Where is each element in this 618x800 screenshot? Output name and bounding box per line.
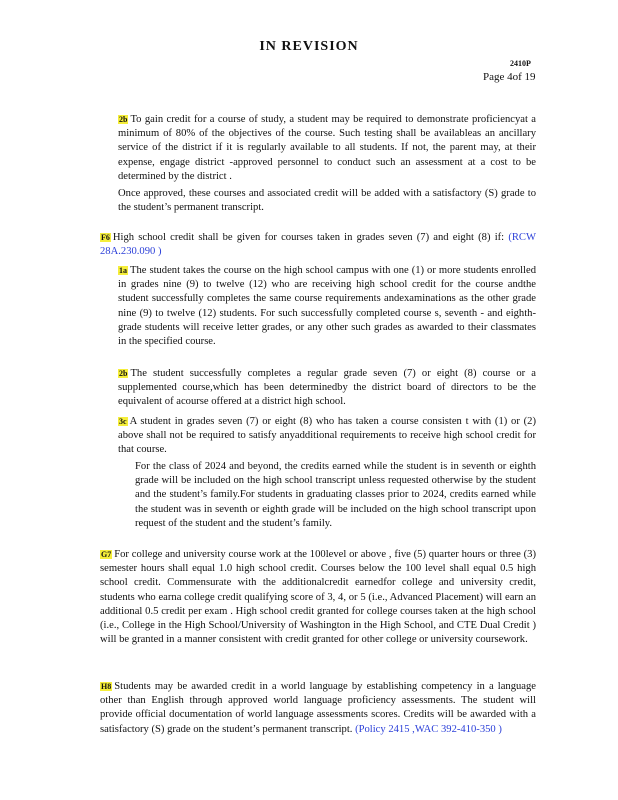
paragraph-2b [118, 113, 536, 184]
item-marker: G7 [101, 550, 112, 559]
item-f6c-followup [135, 460, 536, 531]
section-f6 [100, 231, 536, 259]
policy-wac-reference-link[interactable]: (Policy 2415 ,WAC 392-410-350 ) [355, 723, 502, 735]
item-marker: 1a [119, 266, 127, 275]
section-text: For college and university course work at the 100level or above , five (5) quarter hours or three (3) semester hours shall equal 1.0 high school credit. Courses below the 100 level shall equal 0.5 high school credit. Commensurate with the additionalcredit earnedfor college and university credit, students who earna college credit qualifying score of 3, 4, or 5 (i.e., Advanced Placement) will earn an additional 0.5 credit per exam . High school credit granted for college courses taken at the high school (i.e., College in the High School/University of Washington in the High School, and CTE Dual Credit ) will be granted in a manner consistent with credit granted for other college or university coursework. [100, 549, 536, 646]
paragraph-text: Once approved, these courses and associated credit will be added with a satisfactory (S) grade to the student’s permanent transcript. [118, 188, 536, 214]
paragraph-2b-followup [118, 187, 536, 215]
section-g7 [100, 548, 536, 647]
item-marker: 3c [119, 417, 127, 426]
item-text: The student takes the course on the high school campus with one (1) or more students enrolled in grades nine (9) to twelve (12) who are receiving high school credit for the course andthe student successfully completes the same course requirements andexaminations as the other grade nine (9) to twelve (12) students. For such successfully completed course s, seventh - and eighth- grade students will receive letter grades, or any other such grades as awarded to their classmates in the specified course. [118, 265, 536, 348]
section-text: Students may be awarded credit in a world language by establishing competency in a language other than English through approved world language proficiency assessments. The student will provide official documentation of world language assessments scores. Credits will be awarded with a satisfactory (S) grade on the student’s permanent transcript. [100, 681, 536, 735]
section-h8 [100, 680, 536, 737]
section-text: High school credit shall be given for courses taken in grades seven (7) and eight (8) if: [112, 232, 505, 243]
item-f6c [118, 415, 536, 458]
page-title: IN REVISION [259, 39, 359, 54]
rcw-reference-link[interactable]: (RCW 28A.230.090 ) [100, 232, 536, 258]
paragraph-text: To gain credit for a course of study, a student may be required to demonstrate proficiencyat a minimum of 80% of the objectives of the course. Such testing shall be availableas an ancillary service of the district if it is regularly available to all students. If not, the parent may, at their expense, engage district -approved personnel to conduct such an assessment at a cost to be determined by the district . [118, 114, 536, 182]
item-f6b [118, 367, 536, 410]
item-marker: 2b [119, 115, 128, 124]
item-marker: F6 [101, 233, 110, 242]
page-number: Page 4of 19 [483, 71, 536, 83]
item-text: The student successfully completes a regular grade seven (7) or eight (8) course or a supplemented course,which has been determinedby the district board of directors to be the equivalent of acourse offered at a district high school. [118, 368, 536, 408]
item-f6a [118, 264, 536, 349]
item-marker: 2b [119, 369, 128, 378]
item-marker: H8 [101, 682, 112, 691]
item-text: For the class of 2024 and beyond, the credits earned while the student is in seventh or eighth grade will be included on the high school transcript unless requested otherwise by the student and the student’s family.For students in graduating classes prior to 2024, credits earned while the student was in seventh or eighth grade will be included on the high school transcript upon request of the student and the student’s family. [135, 461, 536, 529]
item-text: A student in grades seven (7) or eight (8) who has taken a course consisten t with (1) or (2) above shall not be required to satisfy anyadditional requirements to receive high school credit for that course. [118, 416, 536, 456]
policy-code: 2410P [510, 59, 531, 68]
